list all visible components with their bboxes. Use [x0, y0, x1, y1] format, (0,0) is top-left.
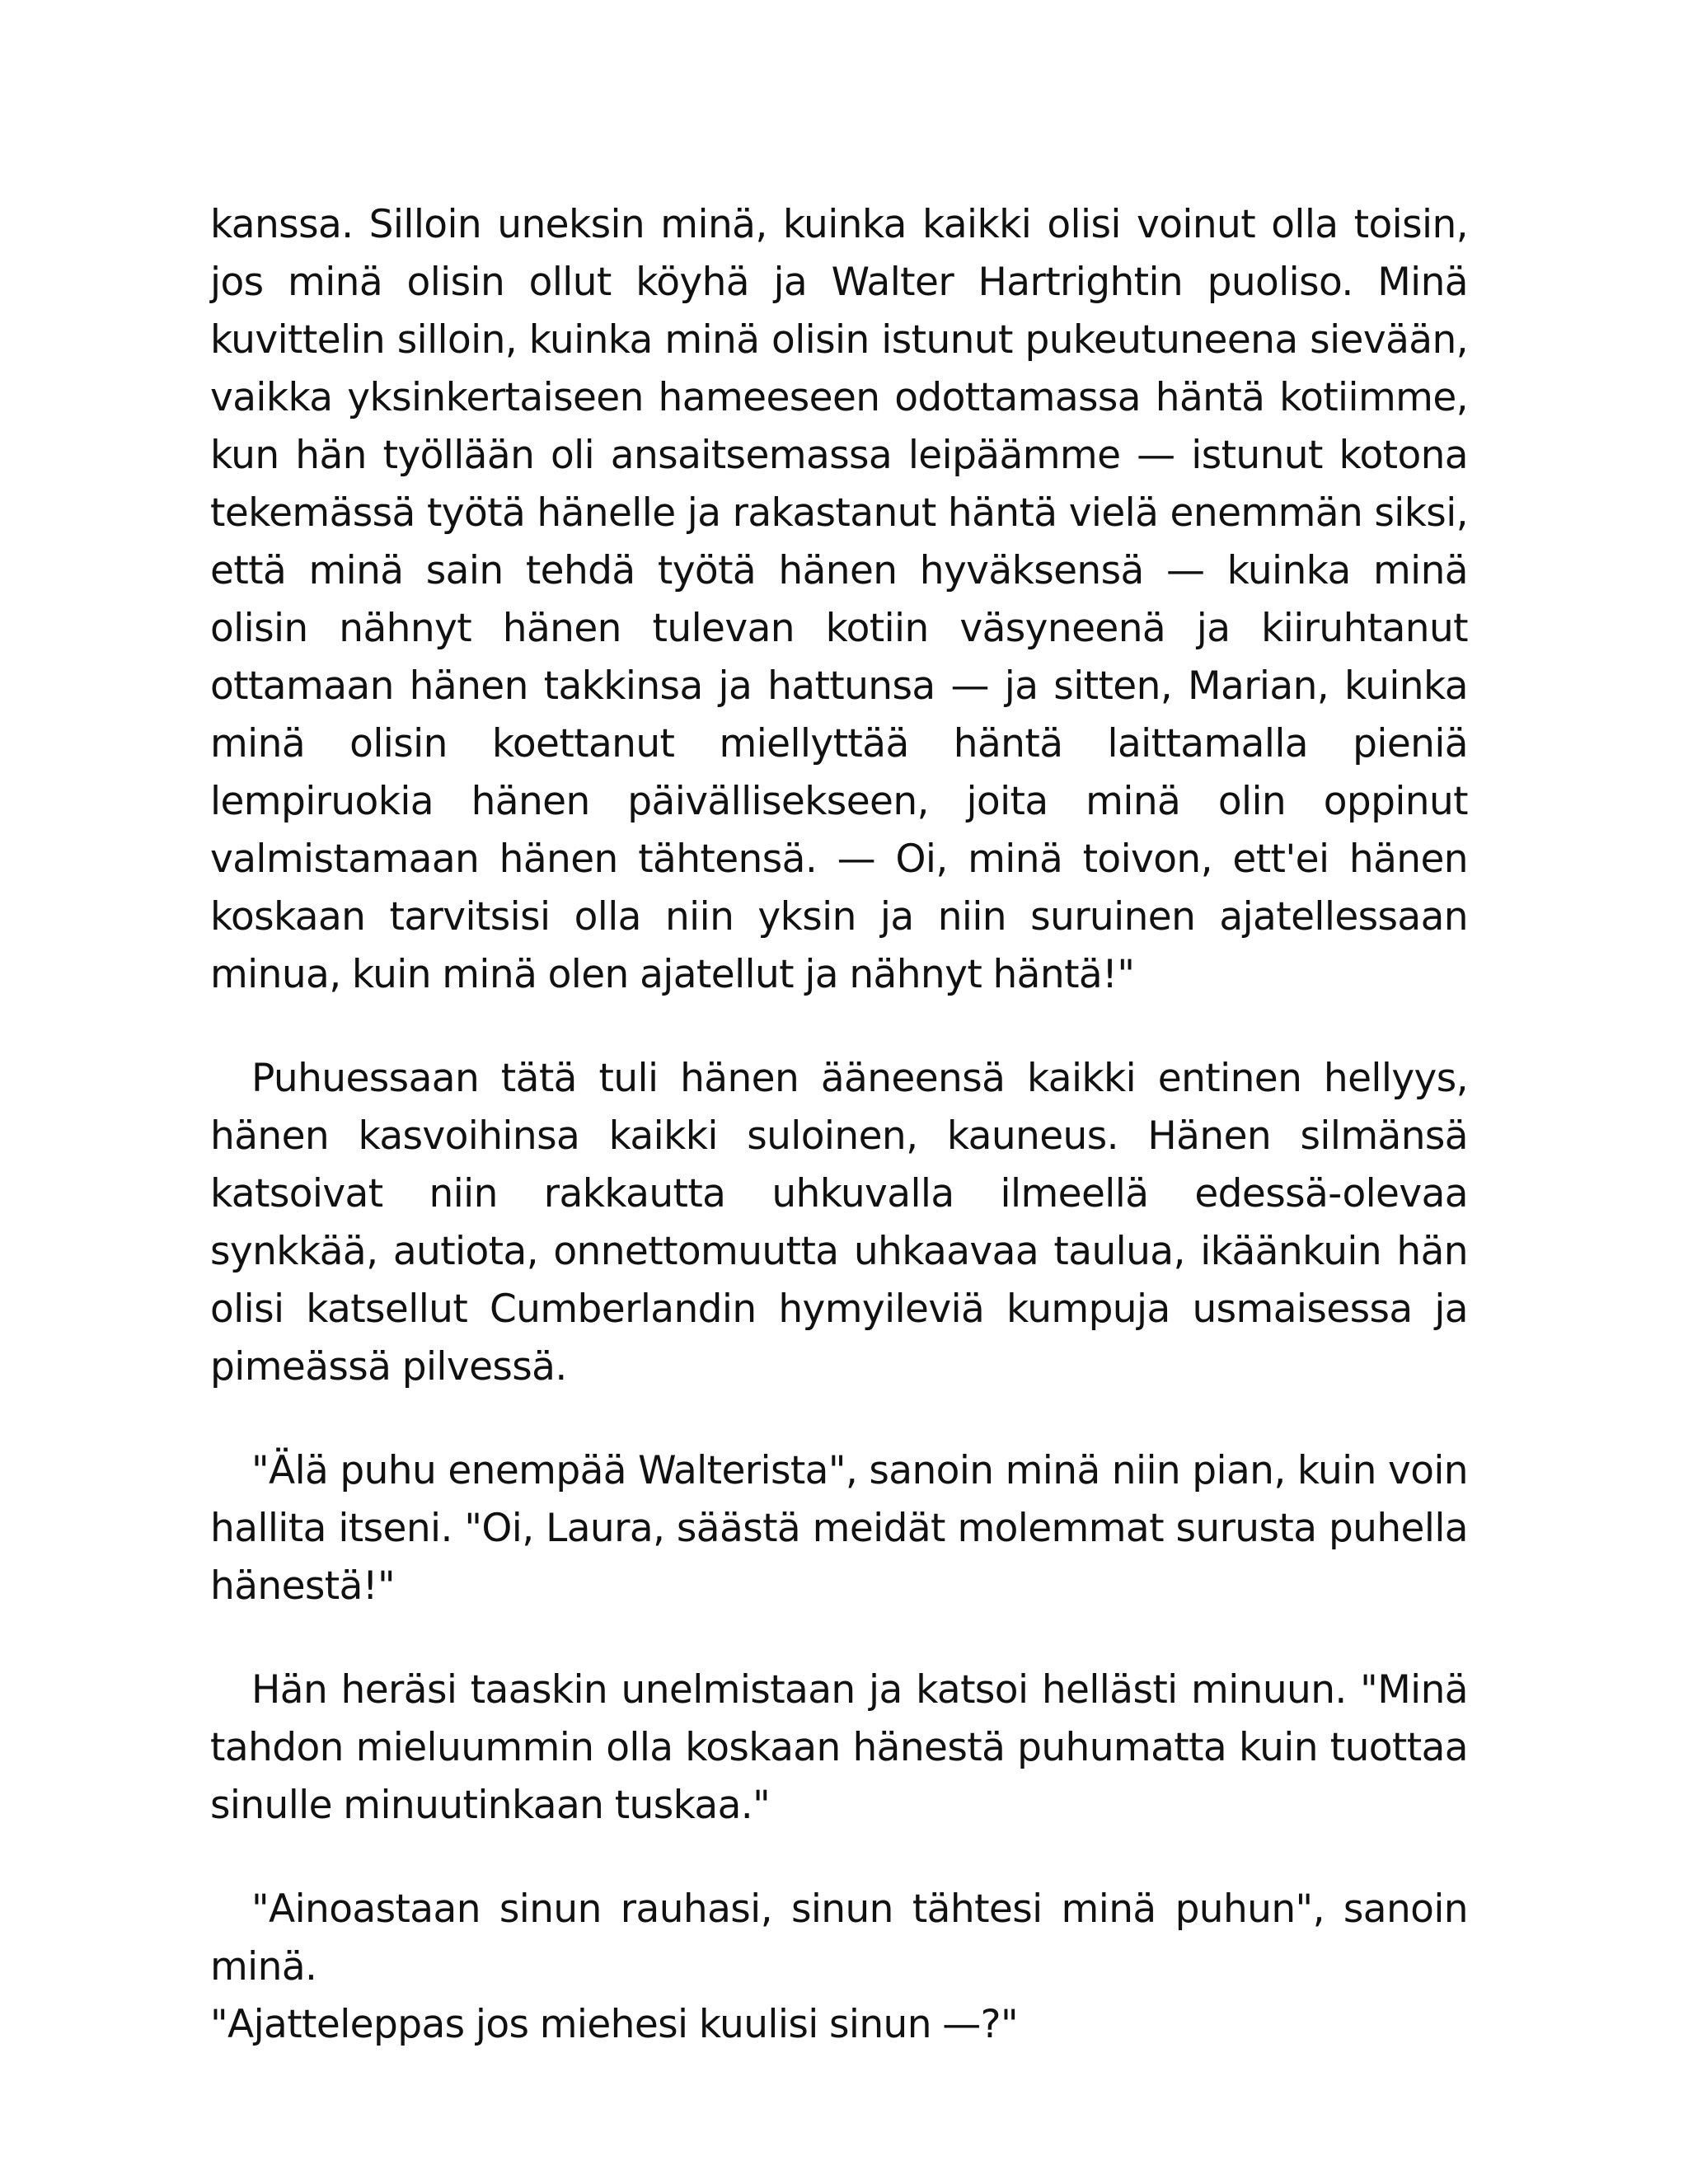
- paragraph-1: kanssa. Silloin uneksin minä, kuinka kaikki olisi voinut olla toisin, jos minä olisin ollut köyhä ja Walter Hartrightin puoliso. Minä kuvittelin silloin, kuinka minä olisin istunut pukeutuneena sievään, vaikka yksinkertaiseen hameeseen odottamassa häntä kotiimme, kun hän työllään oli ansaitsemassa leipäämme — istunut kotona tekemässä työtä hänelle ja rakastanut häntä vielä enemmän siksi, että minä sain tehdä työtä hänen hyväksensä — kuinka minä olisin nähnyt hänen tulevan kotiin väsyneenä ja kiiruhtanut ottamaan hänen takkinsa ja hattunsa — ja sitten, Marian, kuinka minä olisin koettanut miellyttää häntä laittamalla pieniä lempiruokia hänen päivällisekseen, joita minä olin oppinut valmistamaan hänen tähtensä. — Oi, minä toivon, ett'ei hänen koskaan tarvitsisi olla niin yksin ja niin suruinen ajatellessaan minua, kuin minä olen ajatellut ja nähnyt häntä!": [210, 202, 1468, 997]
- paragraph-5: "Ainoastaan sinun rauhasi, sinun tähtesi minä puhun", sanoin minä.: [210, 1886, 1468, 1990]
- paragraph-3: "Älä puhu enempää Walterista", sanoin minä niin pian, kuin voin hallita itseni. "Oi, Laura, säästä meidät molemmat surusta puhella hänestä!": [210, 1448, 1468, 1609]
- paragraph-6: "Ajatteleppas jos miehesi kuulisi sinun —?": [210, 2002, 1019, 2047]
- paragraph-4: Hän heräsi taaskin unelmistaan ja katsoi hellästi minuun. "Minä tahdon mieluummin olla koskaan hänestä puhumatta kuin tuottaa sinulle minuutinkaan tuskaa.": [210, 1667, 1468, 1828]
- paragraph-2: Puhuessaan tätä tuli hänen ääneensä kaikki entinen hellyys, hänen kasvoihinsa kaikki suloinen, kauneus. Hänen silmänsä katsoivat niin rakkautta uhkuvalla ilmeellä edessä-olevaa synkkää, autiota, onnettomuutta uhkaavaa taulua, ikäänkuin hän olisi katsellut Cumberlandin hymyileviä kumpuja usmaisessa ja pimeässä pilvessä.: [210, 1056, 1468, 1390]
- document-page: [210, 196, 1468, 2054]
